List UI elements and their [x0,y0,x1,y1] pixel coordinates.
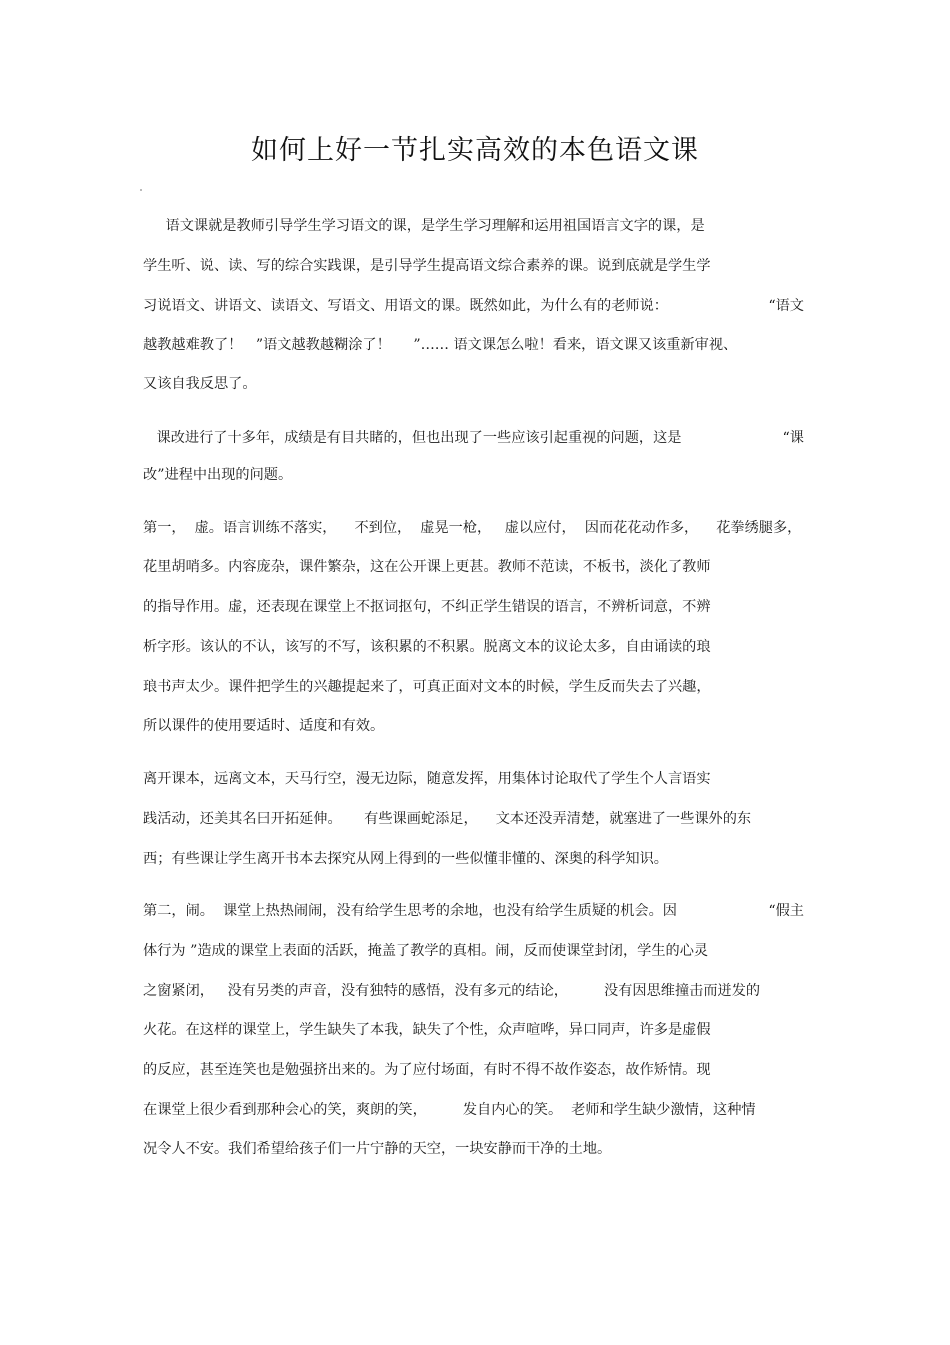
text-line: 西；有些课让学生离开书本去探究从网上得到的一些似懂非懂的、深奥的科学知识。 [143,851,668,867]
text-line: 学生听、说、读、写的综合实践课，是引导学生提高语文综合素养的课。说到底就是学生学 [143,258,711,274]
text-line: 又该自我反思了。 [143,376,257,392]
text-line: 离开课本，远离文本，天马行空，漫无边际，随意发挥，用集体讨论取代了学生个人言语实 [143,771,711,787]
decorative-dot [140,189,142,191]
text-line: 习说语文、讲语文、读语文、写语文、用语文的课。既然如此，为什么有的老师说： [143,298,668,314]
text-line: 花里胡哨多。内容庞杂，课件繁杂，这在公开课上更甚。教师不范读，不板书，淡化了教师 [143,559,711,575]
text-fragment: “假主 [768,903,804,919]
text-line: 第一， 虚。语言训练不落实， 不到位， 虚晃一枪， 虚以应付， 因而花花动作多， 花拳绣腿多， [143,520,802,536]
text-line: 的指导作用。虚，还表现在课堂上不抠词抠句，不纠正学生错误的语言，不辨析词意，不辨 [143,599,711,615]
text-line: 课改进行了十多年，成绩是有目共睹的，但也出现了一些应该引起重视的问题，这是 [143,430,682,446]
text-line: 体行为 ”造成的课堂上表面的活跃，掩盖了教学的真相。闹，反而使课堂封闭，学生的心灵 [143,943,709,959]
text-line: 越教越难教了！ ”语文越教越糊涂了！ ”…… 语文课怎么啦！看来，语文课又该重新审视、 [143,337,738,353]
text-line: 析字形。该认的不认，该写的不写，该积累的不积累。脱离文本的议论太多，自由诵读的琅 [143,639,711,655]
text-line: 在课堂上很少看到那种会心的笑，爽朗的笑， 发自内心的笑。 老师和学生缺少激情，这种情 [143,1102,756,1118]
text-line: 改”进程中出现的问题。 [143,467,293,483]
text-line: 语文课就是教师引导学生学习语文的课，是学生学习理解和运用祖国语言文字的课，是 [143,218,705,234]
text-line: 践活动，还美其名曰开拓延伸。 有些课画蛇添足， 文本还没弄清楚，就塞进了一些课外的东 [143,811,752,827]
text-fragment: “语文 [768,298,804,314]
text-line: 琅书声太少。课件把学生的兴趣提起来了，可真正面对文本的时候，学生反而失去了兴趣， [143,679,711,695]
text-line: 第二，闹。 课堂上热热闹闹，没有给学生思考的余地，也没有给学生质疑的机会。因 [143,903,677,919]
text-line: 的反应，甚至连笑也是勉强挤出来的。为了应付场面，有时不得不故作姿态，故作矫情。现 [143,1062,711,1078]
page-title: 如何上好一节扎实高效的本色语文课 [251,135,699,166]
text-line: 况令人不安。我们希望给孩子们一片宁静的天空，一块安静而干净的土地。 [143,1141,612,1157]
text-line: 火花。在这样的课堂上，学生缺失了本我，缺失了个性，众声喧哗，异口同声，许多是虚假 [143,1022,711,1038]
text-fragment: “课 [782,430,804,446]
text-line: 所以课件的使用要适时、适度和有效。 [143,718,385,734]
text-line: 之窗紧闭， 没有另类的声音，没有独特的感悟，没有多元的结论， 没有因思维撞击而迸发的 [143,983,761,999]
